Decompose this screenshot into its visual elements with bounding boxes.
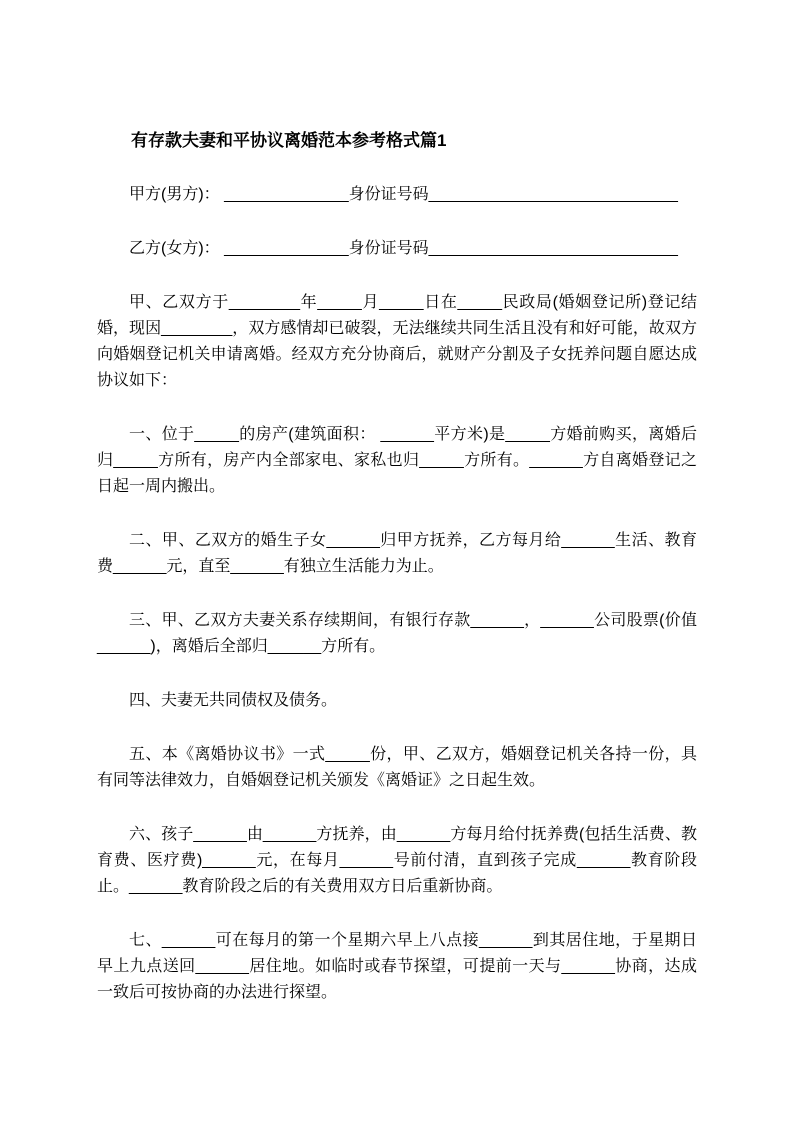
document-title: 有存款夫妻和平协议离婚范本参考格式篇1 [131, 131, 447, 150]
clause-7-visitation: 七、______可在每月的第一个星期六早上八点接______到其居住地，于星期日早上九点送回______居住地。如临时或春节探望，可提前一天与______协商，达成一致后可按协商的办法进行探望。 [97, 932, 697, 1001]
clause-6-support-payment: 六、孩子______由______方抚养，由______方每月给付抚养费(包括生活费、教育费、医疗费)______元，在每月______号前付清，直到孩子完成______教育阶段止。______教育阶段之后的有关费用双方日后重新协商。 [97, 826, 697, 895]
clause-2-child-custody: 二、甲、乙双方的婚生子女______归甲方抚养，乙方每月给______生活、教育费______元，直至______有独立生活能力为止。 [97, 532, 697, 575]
clause-5-copies-effectiveness: 五、本《离婚协议书》一式_____份，甲、乙双方，婚姻登记机关各持一份，具有同等法律效力，自婚姻登记机关颁发《离婚证》之日起生效。 [97, 746, 697, 789]
party-b-line: 乙方(女方)： ______________身份证号码____________________________ [129, 240, 678, 257]
clause-4-debts: 四、夫妻无共同债权及债务。 [129, 692, 338, 709]
clause-3-deposits-stocks: 三、甲、乙双方夫妻关系存续期间，有银行存款______，______公司股票(价值______)，离婚后全部归______方所有。 [97, 612, 697, 655]
party-a-line: 甲方(男方)： ______________身份证号码____________________________ [129, 186, 678, 203]
clause-1-house: 一、位于_____的房产(建筑面积： ______平方米)是_____方婚前购买，离婚后归_____方所有，房产内全部家电、家私也归_____方所有。______方自离婚登记之日起一周内搬出。 [97, 426, 697, 495]
intro-paragraph: 甲、乙双方于________年_____月_____日在_____民政局(婚姻登记所)登记结婚，现因________，双方感情却已破裂，无法继续共同生活且没有和好可能，故双方向婚姻登记机关申请离婚。经双方充分协商后，就财产分割及子女抚养问题自愿达成协议如下： [97, 294, 697, 389]
